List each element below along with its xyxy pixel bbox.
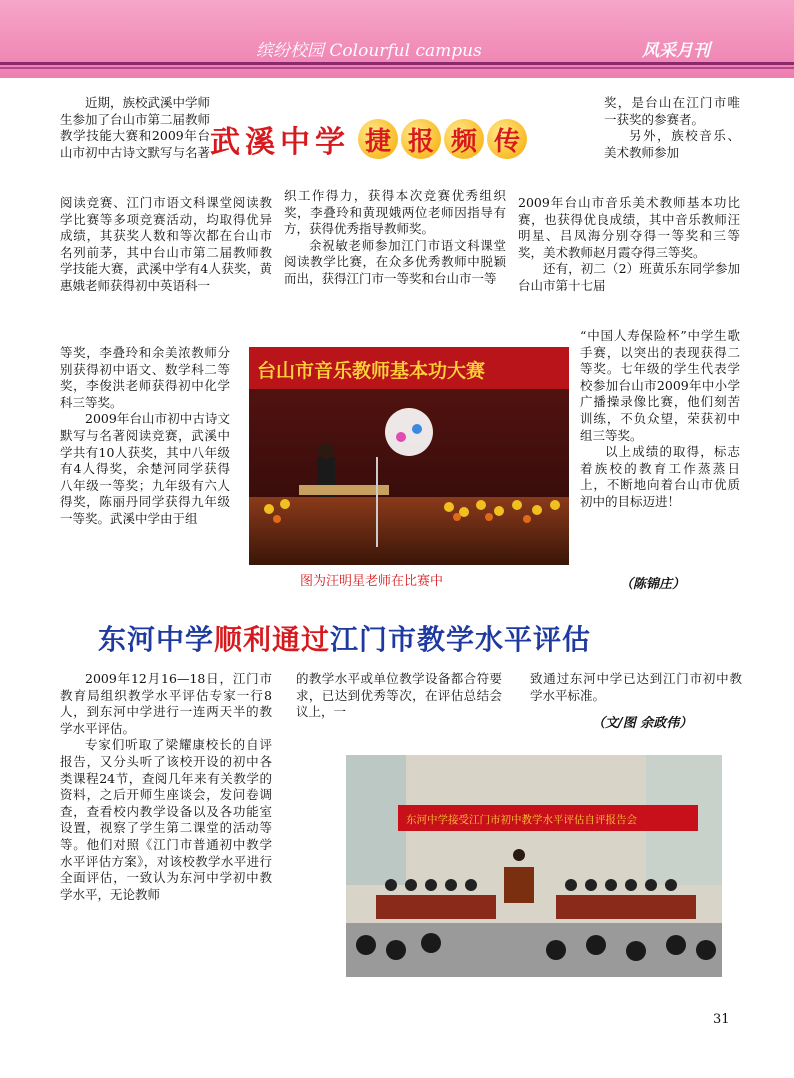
paragraph: 阅读竞赛、江门市语文科课堂阅读教学比赛等多项竞赛活动，均取得优异成绩，其获奖人数和等次都在台山市名列前茅，其中台山市第二届教师教学技能大赛，武溪中学有4人获奖，黄惠娥老师获得初中英语科一 <box>60 195 272 293</box>
paragraph: 以上成绩的取得，标志着族校的教育工作蒸蒸日上，不断地向着台山市优质初中的目标迈进！ <box>580 444 740 509</box>
article1-photo <box>249 347 569 565</box>
article2-photo <box>346 755 722 977</box>
concert-stage-photo <box>249 347 569 565</box>
article2-title-part: 顺利通过 <box>214 623 331 656</box>
article2-author: （文/图 余政伟） <box>592 716 693 731</box>
article2-col1 <box>60 671 272 903</box>
title-bubble: 报 <box>401 119 441 159</box>
paragraph: 2009年12月16—18日，江门市教育局组织教学水平评估专家一行8人，到东河中学进行一连两天半的教学水平评估。 <box>60 671 272 736</box>
title-bubble: 捷 <box>358 119 398 159</box>
title-bubble: 传 <box>487 119 527 159</box>
article1-col3-narrow <box>580 328 740 511</box>
article2-title-part: 东河中学 <box>98 623 215 656</box>
magazine-name: 风采月刊 <box>642 41 710 61</box>
paragraph: 奖，是台山在江门市唯一获奖的参赛者。 <box>604 95 740 127</box>
article2-title <box>98 620 591 660</box>
article1-title-main: 武溪中学 <box>210 125 350 160</box>
meeting-banner-text: 东河中学接受江门市初中教学水平评估自评报告会 <box>406 814 637 826</box>
photo-banner-text: 台山市音乐教师基本功大赛 <box>257 360 486 382</box>
paragraph: 近期，族校武溪中学师生参加了台山市第二届教师教学技能大赛和2009年台山市初中古诗文默写与名著 <box>60 95 211 160</box>
paragraph: 2009年台山市音乐美术教师基本功比赛，也获得优良成绩，其中音乐教师汪明星、吕凤海分别夺得一等奖和三等奖，美术教师赵月霞夺得三等奖。 <box>518 195 740 260</box>
paragraph: “中国人寿保险杯”中学生歌手赛，以突出的表现获得二等奖。七年级的学生代表学校参加台山市2009年中小学广播操录像比赛，他们刻苦训练，不负众望，荣获初中组三等奖。 <box>580 328 740 443</box>
article1-title <box>210 117 530 161</box>
music-notes-icon <box>385 408 433 456</box>
article1-col1-full <box>60 195 272 295</box>
header-divider-thin <box>0 67 794 69</box>
article1-col3-full <box>518 195 740 295</box>
article1-col1-top <box>60 95 210 161</box>
photo-caption: 图为汪明星老师在比赛中 <box>300 574 444 589</box>
article1-col2 <box>284 188 506 288</box>
paragraph: 致通过东河中学已达到江门市初中教学水平标准。 <box>530 671 742 703</box>
title-bubble: 频 <box>444 119 484 159</box>
paragraph: 等奖，李叠玲和余美浓教师分别获得初中语文、数学科二等奖，李俊洪老师获得初中化学科三等奖。 <box>60 345 230 410</box>
paragraph: 织工作得力，获得本次竞赛优秀组织奖，李叠玲和黄现娥两位老师因指导有方，获得优秀指导教师奖。 <box>284 188 506 237</box>
header-divider <box>0 62 794 65</box>
paragraph: 还有，初二（2）班黄乐东同学参加台山市第十七届 <box>518 261 740 293</box>
paragraph: 专家们听取了梁耀康校长的自评报告，又分头听了该校开设的初中各类课程24节，查阅几年来有关教学的资料，之后开师生座谈会，发问卷调查，查看校内教学设备以及各功能室设置，视察了学生第二课堂的活动等等。他们对照《江门市普通初中教学水平评估方案》，对该校教学水平进行全面评估，一致认为东河中学初中教学水平，无论教师 <box>60 737 272 902</box>
article2-title-part: 江门市教学水平评估 <box>330 623 592 656</box>
section-title: 缤纷校园 Colourful campus <box>256 41 482 61</box>
article1-author: （陈锦庄） <box>620 577 686 592</box>
paragraph: 余祝敏老师参加江门市语文科课堂阅读教学比赛，在众多优秀教师中脱颖而出，获得江门市一等奖和台山市一等 <box>284 237 506 286</box>
article2-col3 <box>530 671 742 704</box>
article1-col1-narrow <box>60 345 230 528</box>
page-number: 31 <box>713 1012 730 1027</box>
article2-col2 <box>296 671 502 721</box>
paragraph: 另外，族校音乐、美术教师参加 <box>604 128 740 160</box>
meeting-room-photo <box>346 755 722 977</box>
paragraph: 2009年台山市初中古诗文默写与名著阅读竞赛，武溪中学共有10人获奖，其中八年级有4人得奖，余楚河同学获得八年级一等奖；九年级有六人得奖，陈丽丹同学获得九年级一等奖。武溪中学由于组 <box>60 411 230 526</box>
article1-col3-top <box>604 95 740 161</box>
paragraph: 的教学水平或单位教学设备都合符要求，已达到优秀等次，在评估总结会议上，一 <box>296 671 502 720</box>
